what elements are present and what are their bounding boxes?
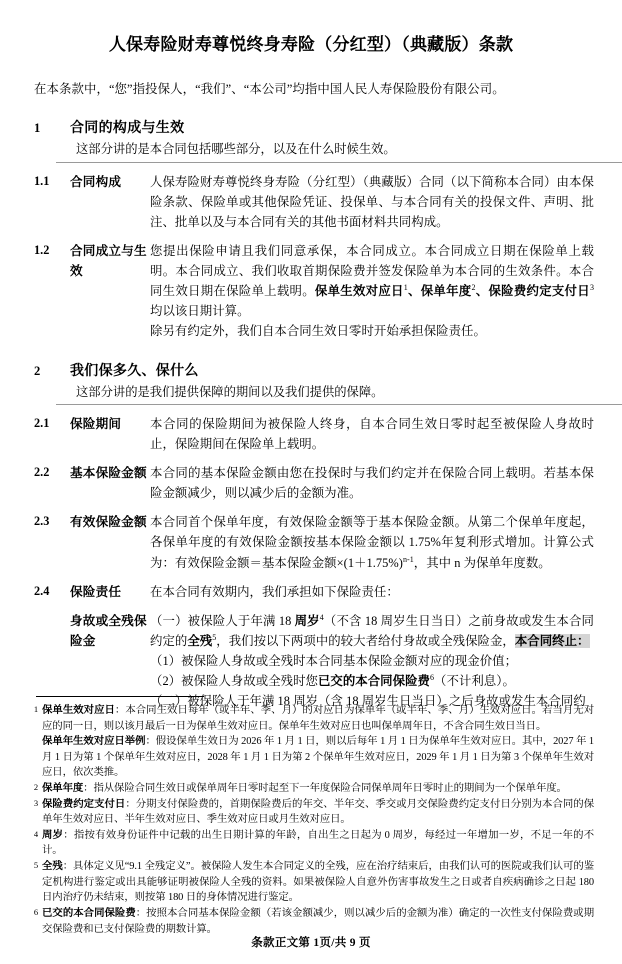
clause-1-2-bold-term-2: 保单年度 xyxy=(420,284,472,299)
footnote-4-body: ：指按有效身份证件中记载的出生日期计算的年龄，自出生之日起为 0 周岁，每经过一年增加一岁，不足一年的不计。 xyxy=(42,829,594,857)
section-2-number: 2 xyxy=(34,363,41,378)
clause-2-4-paragraph: 在本合同有效期内，我们承担如下保险责任： xyxy=(150,584,399,599)
intro-paragraph: 在本条款中，“您”指投保人，“我们”、“本公司”均指中国人民人寿保险股份有限公司。 xyxy=(34,82,505,97)
footnote-1-example-line xyxy=(42,734,594,781)
footnote-4-mark: 4 xyxy=(33,828,38,839)
section-1-title: 合同的构成与生效 xyxy=(70,121,185,137)
clause-1-2-tail: 均以该日期计算。 xyxy=(150,304,250,319)
footnote-separator xyxy=(36,696,204,697)
clause-1-1-label: 合同构成 xyxy=(70,174,122,189)
section-1-description: 这部分讲的是本合同包括哪些部分，以及在什么时候生效。 xyxy=(76,142,396,157)
footnote-ref-6: 6 xyxy=(429,673,435,683)
clause-1-2-body xyxy=(150,241,594,341)
clause-2-3-text-tail: ，其中 n 为保单年度数。 xyxy=(413,555,551,570)
benefit-lead-a-cont: （不含 18 周岁生日当日）之前身故或发生本合同约定的 xyxy=(150,613,594,649)
footnote-2-mark: 2 xyxy=(33,782,38,793)
clause-2-3-label: 有效保险金额 xyxy=(70,515,147,530)
section-2-heading xyxy=(28,360,594,380)
benefit-item-2-post: （不计利息）。 xyxy=(434,674,515,689)
footnote-2-body: ：指从保险合同生效日或保单周年日零时起至下一年度保险合同保单周年日零时止的期间为一个保单年度。 xyxy=(83,783,567,795)
clause-2-2-label: 基本保险金额 xyxy=(70,466,147,481)
footnote-3-term: 保险费约定支付日 xyxy=(42,798,126,810)
benefit-item-2-pre: （2）被保险人身故或全残时您 xyxy=(150,674,318,689)
footnote-1-mark: 1 xyxy=(33,704,38,714)
footnote-6-body: ：按照本合同基本保险金额（若该金额减少，则以减少后的金额为准）确定的一次性支付保险费或期交保险费和已支付保险费的期数计算。 xyxy=(42,907,594,935)
footnote-4 xyxy=(28,828,594,859)
footnote-1-subterm: 保单年生效对应日举例 xyxy=(42,736,146,748)
benefit-clause-b: （二）被保险人于年满 18 周岁（含 18 周岁生日当日）之后身故或发生本合同约 xyxy=(150,694,586,709)
section-1-divider xyxy=(56,162,622,163)
footnote-1 xyxy=(28,703,594,781)
footnote-3-body: ：分期支付保险费的，首期保险费后的年交、半年交、季交或月交保险费约定支付日分别为本合同的保单年生效对应日、半年生效对应日、季生效对应日或月生效对应日。 xyxy=(42,798,594,826)
footnote-6-term: 已交的本合同保险费 xyxy=(42,907,136,919)
footnote-5-body: ：具体定义见“9.1 全残定义”。被保险人发生本合同定义的全残，应在治疗结束后，由我们认可的医院或我们认可的鉴定机构进行鉴定或出具能够证明被保险人全残的资料。如果被保险人自意外伤害事故发生之日或者自疾病确诊之日起 180 日内治疗仍未结束，则按第 180 日的身体情况进行鉴定。 xyxy=(42,861,594,904)
section-1 xyxy=(28,117,594,341)
clause-1-2-text-1: 您提出保险申请且我们同意承保，本合同成立。本合同成立日期在保险单上载明。本合同成立、我们收取首期保险费并签发保险单为本合同的生效条件。本合同生效日期在保险单上载明。 xyxy=(150,244,594,299)
benefit-clause-a xyxy=(150,611,594,651)
footnote-6-mark: 6 xyxy=(33,906,38,917)
footnote-1-text xyxy=(42,703,594,781)
clause-2-2-paragraph: 本合同的基本保险金额由您在投保时与我们约定并在保险合同上载明。若基本保险金额减少，则以减少后的金额为准。 xyxy=(150,466,594,501)
benefit-item-2 xyxy=(150,671,594,691)
document-page xyxy=(0,34,622,964)
clause-1-2-bold-term-3: 保险费约定支付日 xyxy=(488,284,590,299)
footnote-1-body: ：本合同生效日每年（或半年、季、月）的对应日为保单年（或半年、季、月）生效对应日。若当月无对应的同一日，则以该月最后一日为保单生效对应日。保单年生效对应日也叫保单周年日，不含合同生效日当日。 xyxy=(42,705,594,732)
clause-2-2 xyxy=(28,463,594,503)
page-footer: 条款正文第 1页/共 9 页 xyxy=(251,937,371,949)
contract-termination-highlight: 本合同终止： xyxy=(514,634,590,649)
benefit-lead-a-cont2: ，我们按以下两项中的较大者给付身故或全残保险金， xyxy=(216,634,515,649)
clause-1-1-number: 1.1 xyxy=(34,173,50,188)
footnote-ref-3: 3 xyxy=(589,283,594,293)
footnote-4-term: 周岁 xyxy=(42,829,64,841)
clause-2-2-body xyxy=(150,463,594,503)
benefit-term-age: 周岁 xyxy=(294,613,320,628)
section-2-description: 这部分讲的是我们提供保障的期间以及我们提供的保障。 xyxy=(76,384,384,399)
clause-2-1 xyxy=(28,414,594,454)
section-2-divider xyxy=(56,404,622,405)
clause-2-4-number: 2.4 xyxy=(34,583,50,598)
footnote-ref-1: 1 xyxy=(403,283,408,293)
clause-1-2-number: 1.2 xyxy=(34,243,50,258)
clause-2-3-body xyxy=(150,512,594,572)
footnote-4-text xyxy=(42,828,594,859)
footnote-5-mark: 5 xyxy=(33,860,38,871)
clause-2-4-body xyxy=(150,582,594,602)
formula-exponent: n-1 xyxy=(402,554,414,564)
clause-1-2-bold-term-1: 保单生效对应日 xyxy=(314,284,404,299)
benefit-term-paid-premium: 已交的本合同保险费 xyxy=(317,674,430,689)
section-1-heading xyxy=(28,117,594,137)
footnotes-area xyxy=(28,696,594,937)
clause-1-2-label: 合同成立与生效 xyxy=(70,244,147,279)
clause-1-2-sep-1: 、 xyxy=(407,284,421,299)
clause-2-1-body xyxy=(150,414,594,454)
clause-1-2-paragraph-2: 除另有约定外，我们自本合同生效日零时开始承担保险责任。 xyxy=(150,324,486,339)
footnote-6-text xyxy=(42,906,594,937)
benefit-label: 身故或全残保险金 xyxy=(70,613,147,649)
clause-1-1 xyxy=(28,172,594,232)
clause-1-2-sep-2: 、 xyxy=(475,284,489,299)
footnote-1-subbody: ：假设保单生效日为 2026 年 1 月 1 日，则以后每年 1 月 1 日为保单年生效对应日。其中，2027 年 1 月 1 日为第 1 个保单年生效对应日，2028 年 1 月 1 日为第 2 个保单年生效对应日，2029 年 1 月 1 日为第 3 个保单年生效对应日，依次类推。 xyxy=(42,736,595,779)
clause-1-2-paragraph-1 xyxy=(150,241,594,321)
clause-2-1-paragraph: 本合同的保险期间为被保险人终身，自本合同生效日零时起至被保险人身故时止，保险期间在保险单上载明。 xyxy=(150,416,594,452)
section-1-number: 1 xyxy=(34,121,41,136)
footnote-2 xyxy=(28,781,594,797)
section-2 xyxy=(28,360,594,712)
footnote-2-term: 保单年度 xyxy=(42,783,84,795)
footnote-5-term: 全残 xyxy=(42,861,63,873)
section-2-title: 我们保多久、保什么 xyxy=(70,363,199,379)
clause-2-3-text: 本合同首个保单年度，有效保险金额等于基本保险金额。从第二个保单年度起，各保单年度的有效保险金额按基本保险金额以 1.75%年复利形式增加。计算公式为：有效保险金额＝基本保险金额×(1＋1.75%) xyxy=(150,515,594,570)
footnote-5-text xyxy=(42,859,594,906)
clause-2-3 xyxy=(28,512,594,572)
footnote-1-term: 保单生效对应日 xyxy=(42,705,115,716)
footnote-5 xyxy=(28,859,594,906)
clause-2-1-number: 2.1 xyxy=(34,415,50,430)
clause-1-1-body xyxy=(150,172,594,232)
footnote-3-text xyxy=(42,797,594,828)
footnote-2-text xyxy=(42,781,594,797)
benefit-lead-a: （一）被保险人于年满 18 xyxy=(150,613,295,628)
clause-2-3-paragraph xyxy=(150,512,594,572)
clause-1-1-paragraph: 人保寿险财寿尊悦终身寿险（分红型）（典藏版）合同（以下简称本合同）由本保险条款、保险单或其他保险凭证、投保单、与本合同有关的投保文件、声明、批注、批单以及与本合同有关的其他书面材料共同构成。 xyxy=(150,174,594,229)
clause-2-4-label: 保险责任 xyxy=(70,584,122,599)
clause-2-2-number: 2.2 xyxy=(34,465,50,480)
clause-1-2 xyxy=(28,241,594,341)
footnote-6 xyxy=(28,906,594,937)
benefit-term-disability: 全残 xyxy=(187,634,213,649)
footnote-ref-5: 5 xyxy=(212,632,217,642)
clause-2-3-number: 2.3 xyxy=(34,514,50,529)
clause-2-1-label: 保险期间 xyxy=(70,416,122,431)
footnote-ref-2: 2 xyxy=(471,283,476,293)
benefit-item-1: （1）被保险人身故或全残时本合同基本保险金额对应的现金价值； xyxy=(150,654,518,669)
footnote-3-mark: 3 xyxy=(33,797,38,808)
footnote-ref-4: 4 xyxy=(319,612,324,622)
clause-2-4 xyxy=(28,582,594,602)
page-title: 人保寿险财寿尊悦终身寿险（分红型）（典藏版）条款 xyxy=(108,35,514,54)
footnote-3 xyxy=(28,797,594,828)
